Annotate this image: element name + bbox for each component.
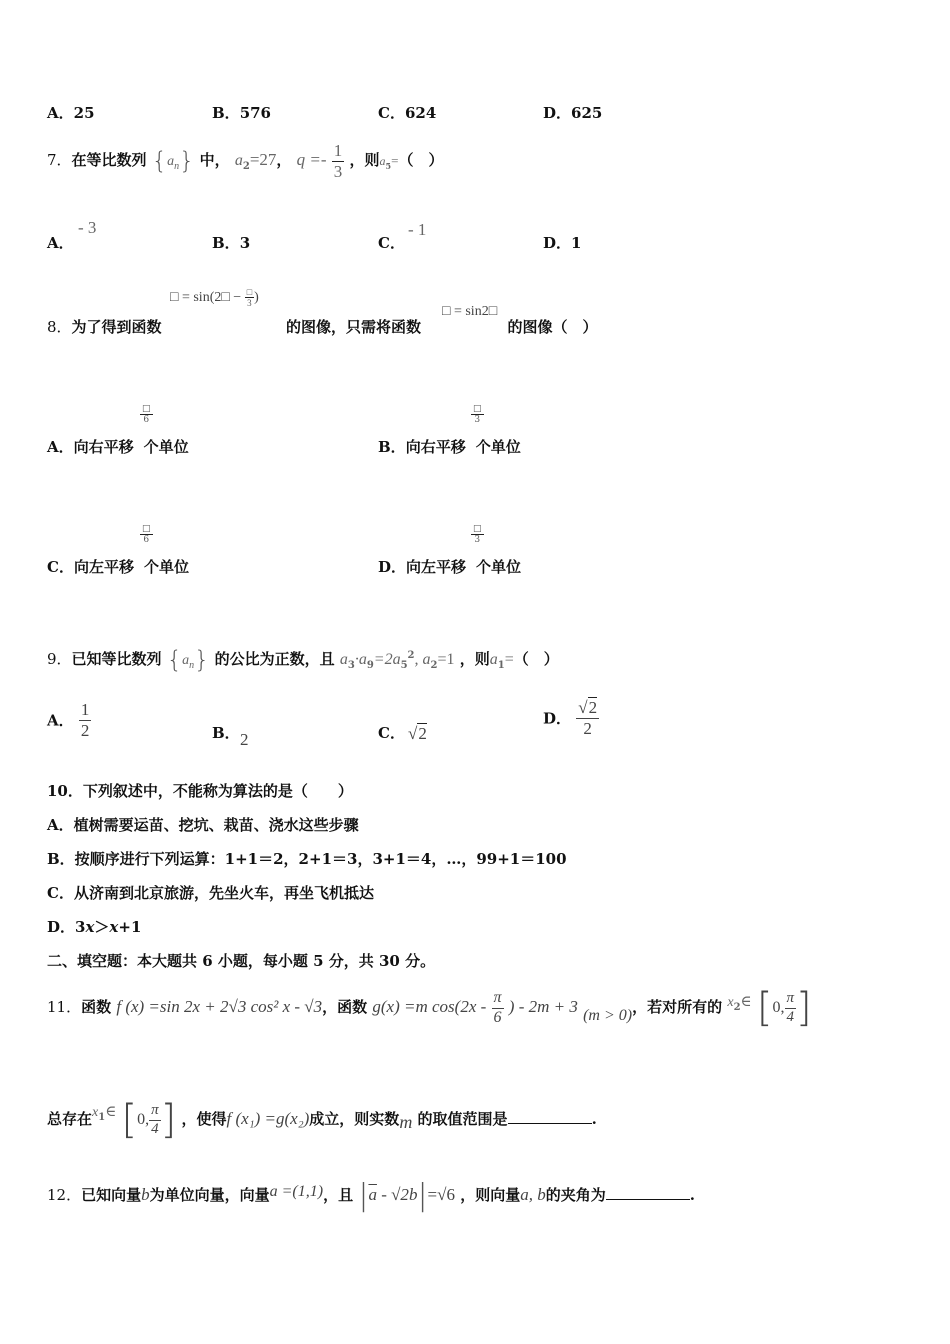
question-12-stem: 12．已知向量b为单位向量，向量a =(1,1)，且 $|\overline{a} - √2b|=√6$ ，则向量a, b的夹角为 . xyxy=(47,1178,695,1213)
section-2-title: 二、填空题：本大题共 6 小题，每小题 5 分，共 30 分。 xyxy=(47,952,436,970)
q8-option-a: A．向右平移 个单位 xyxy=(47,438,189,456)
question-10-stem: 10．下列叙述中，不能称为算法的是（ ） xyxy=(47,782,353,800)
q8-option-b-fraction: □ 3 xyxy=(473,404,482,426)
q8-option-b: B．向右平移 个单位 xyxy=(378,438,521,456)
question-11-stem: 11．函数 f (x) =sin 2x + 2√3 cos² x - √3，函数 g(x) =m cos(2x - $\frac{\pi}{6}$ ) - 2m + 3 (m > 0)，若对所有的 $x^2\in$ [0, $\frac{\pi}{4}$ ] xyxy=(47,985,812,1031)
q9-option-c-value: √2 xyxy=(408,724,427,743)
q9-option-a: A． $\frac{1}{2}$ xyxy=(47,700,90,740)
q8-source-function: □ = sin2□ xyxy=(442,304,498,319)
q6-option-d: D．625 xyxy=(543,104,603,122)
q11-answer-blank[interactable] xyxy=(508,1109,592,1124)
q10-option-c: C．从济南到北京旅游，先坐火车，再坐飞机抵达 xyxy=(47,884,374,902)
q10-option-d: D．3x＞x+1 xyxy=(47,918,142,936)
q12-answer-blank[interactable] xyxy=(606,1185,690,1200)
question-8-stem: 8．为了得到函数 的图像，只需将函数 的图像（ ） xyxy=(47,318,598,336)
q8-target-function: □ = sin(2□ − $\frac{□}{3}$ ) xyxy=(170,287,259,309)
q6-option-c: C．624 xyxy=(378,104,437,122)
q7-option-a: A． xyxy=(47,234,74,252)
q7-option-d: D．1 xyxy=(543,234,582,252)
q9-option-b: B． xyxy=(212,724,240,742)
q8-option-d-fraction: □ 3 xyxy=(473,524,482,546)
q9-option-d: D． $\frac{√2}{2}$ xyxy=(543,698,598,738)
q7-option-c-value: - 1 xyxy=(408,220,427,239)
q10-option-a: A．植树需要运苗、挖坑、栽苗、浇水这些步骤 xyxy=(47,816,359,834)
question-7-stem: 7．在等比数列 $\{a_n\}$ 中， $a_2=27$， q =- $\frac{1}{3}$ ，则$a_5=$（ ） xyxy=(47,140,444,181)
q8-option-c: C．向左平移 个单位 xyxy=(47,558,189,576)
question-11-continued: 总存在$x^1\in$ [0, $\frac{\pi}{4}$ ] ，使得f (x₁) =g(x₂)成立，则实数m 的取值范围是 . xyxy=(47,1097,597,1143)
q9-option-c: C． xyxy=(378,724,405,742)
q7-option-c: C． xyxy=(378,234,405,252)
q7-option-b: B．3 xyxy=(212,234,251,252)
q8-option-a-fraction: □ 6 xyxy=(142,404,151,426)
q9-option-b-value: 2 xyxy=(240,730,249,749)
q6-option-a: A．25 xyxy=(47,104,95,122)
q8-option-d: D．向左平移 个单位 xyxy=(378,558,522,576)
q10-option-b: B．按顺序进行下列运算：1+1＝2，2+1＝3，3+1＝4，…，99+1＝100 xyxy=(47,850,567,868)
q8-option-c-fraction: □ 6 xyxy=(142,524,151,546)
question-9-stem: 9．已知等比数列 $\{a_n\}$ 的公比为正数，且 $a_3\cdot a_9=2a_5^2$, $a_2=1$ ，则$a_1=$（ ） xyxy=(47,646,559,674)
q6-option-b: B．576 xyxy=(212,104,271,122)
q7-ratio-fraction: $\frac{1}{3}$ xyxy=(333,140,343,181)
q7-option-a-value: - 3 xyxy=(78,218,97,237)
